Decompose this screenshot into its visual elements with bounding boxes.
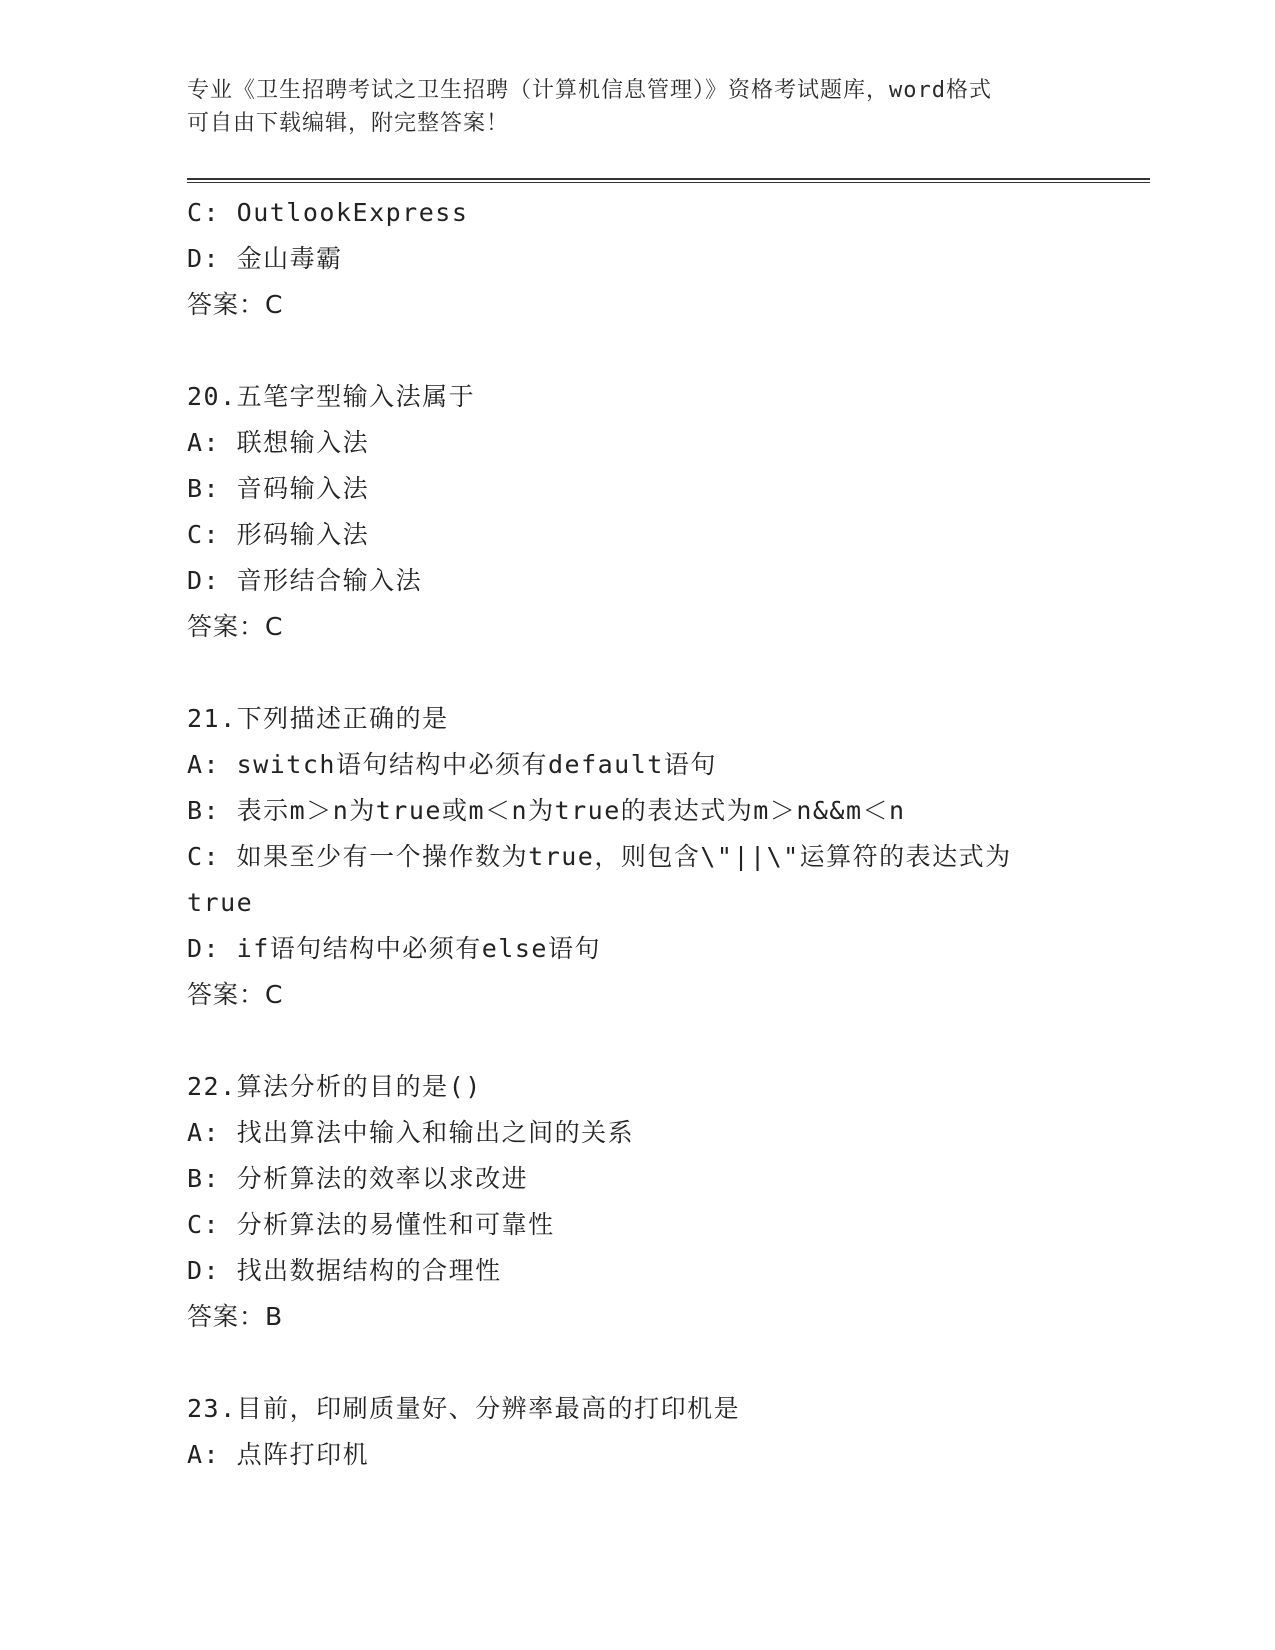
spacer	[187, 1340, 1087, 1386]
document-header	[187, 74, 1087, 140]
q21-answer: 答案：C	[187, 980, 284, 1009]
header-divider	[187, 178, 1150, 183]
q22-option-a: A: 找出算法中输入和输出之间的关系	[187, 1118, 635, 1147]
q21-option-b: B: 表示m＞n为true或m＜n为true的表达式为m＞n&&m＜n	[187, 796, 906, 825]
q23-question: 23.目前，印刷质量好、分辨率最高的打印机是	[187, 1394, 741, 1423]
header-line-2: 可自由下载编辑，附完整答案！	[187, 111, 510, 136]
q21-option-c: C: 如果至少有一个操作数为true，则包含\"||\"运算符的表达式为	[187, 842, 1012, 871]
q19-answer: 答案：C	[187, 290, 284, 319]
spacer	[187, 328, 1087, 374]
header-line-1: 专业《卫生招聘考试之卫生招聘（计算机信息管理）》资格考试题库，word格式	[187, 78, 992, 103]
q20-option-a: A: 联想输入法	[187, 428, 370, 457]
q20-option-c: C: 形码输入法	[187, 520, 370, 549]
q22-answer: 答案：B	[187, 1302, 284, 1331]
q22-option-d: D: 找出数据结构的合理性	[187, 1256, 502, 1285]
q23-option-a: A: 点阵打印机	[187, 1440, 370, 1469]
spacer	[187, 1018, 1087, 1064]
q21-question: 21.下列描述正确的是	[187, 704, 449, 733]
question-content	[187, 190, 1087, 1478]
q20-answer: 答案：C	[187, 612, 284, 641]
q20-question: 20.五笔字型输入法属于	[187, 382, 476, 411]
q21-option-c-continued: true	[187, 888, 254, 917]
q20-option-b: B: 音码输入法	[187, 474, 370, 503]
spacer	[187, 650, 1087, 696]
q21-option-a: A: switch语句结构中必须有default语句	[187, 750, 717, 779]
q22-option-b: B: 分析算法的效率以求改进	[187, 1164, 529, 1193]
q20-option-d: D: 音形结合输入法	[187, 566, 423, 595]
q22-option-c: C: 分析算法的易懂性和可靠性	[187, 1210, 555, 1239]
q21-option-d: D: if语句结构中必须有else语句	[187, 934, 601, 963]
q19-option-c: C: OutlookExpress	[187, 198, 469, 227]
q19-option-d: D: 金山毒霸	[187, 244, 343, 273]
q22-question: 22.算法分析的目的是()	[187, 1072, 482, 1101]
